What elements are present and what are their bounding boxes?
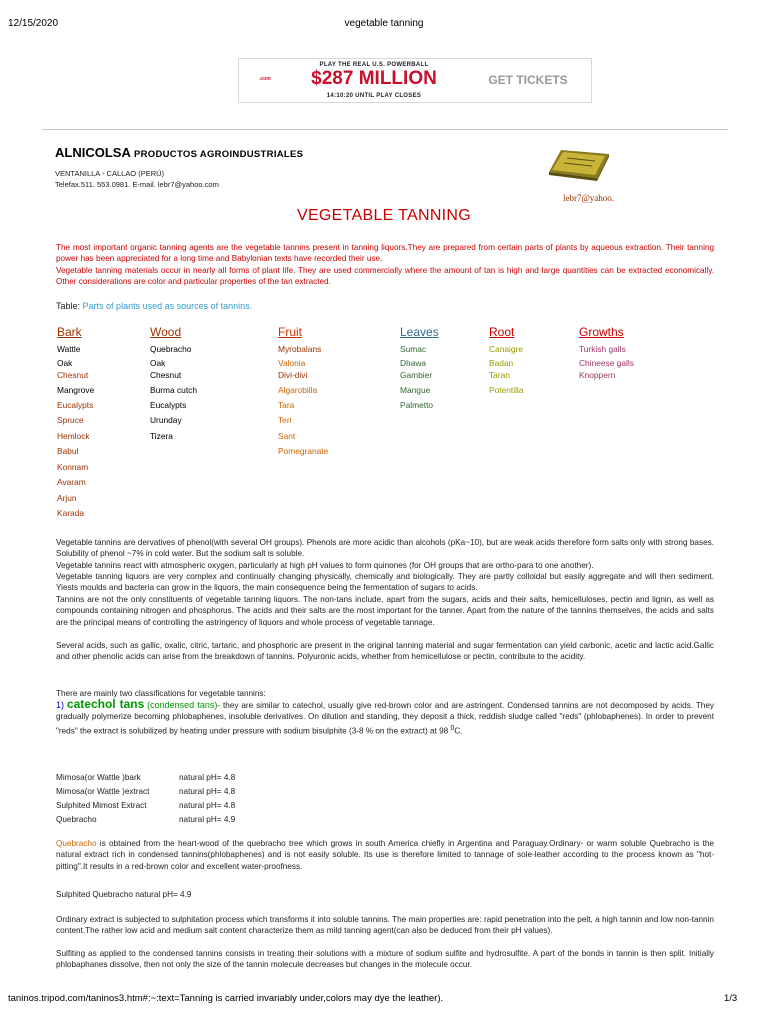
list-item: Valonia xyxy=(278,358,306,368)
quebracho-lead: Quebracho xyxy=(56,839,97,848)
list-item: Avaram xyxy=(57,477,86,487)
company-name xyxy=(55,145,303,160)
catechol-deg: 0 xyxy=(450,724,455,732)
ph-row-name: Quebracho xyxy=(56,815,97,824)
column-header-root: Root xyxy=(489,325,515,339)
ph-row-value: natural pH= 4.8 xyxy=(179,787,236,796)
body-paragraph: Vegetable tanning liquors are very complex and continually changing physically, chemically and biologically. They are partly colloidal but easily aggregate and will then sediment. Yiests moulds and bacteria can grow in the liquors, the main consequence being the fermentation of sugars to acids. xyxy=(56,572,714,593)
intro-paragraph-1: The most important organic tanning agents are the vegetable tannins present in tanning liquors.They are prepared from certain parts of plants by aqueous extraction. Their tanning power has been appreciated for a long time and Babylonian texts have recorded their use. xyxy=(56,243,714,264)
ph-row-name: Mimosa(or Wattle )extract xyxy=(56,787,150,796)
ph-row-value: natural pH= 4.8 xyxy=(179,801,236,810)
body-paragraph: Tannins are not the only constituents of vegetable tanning liquors. The non-tans include, apart from the sugars, acids and their salts, hemicelluloses, pectin and lignin, as well as compounds containing nitrogen and phosphorus. The acids and their salts are the most important for the tanner. Apart from the nature of the tannins themselves, the acids and salts are the principal means of controlling the astringency of liquors and whole process of vegetable tannage. xyxy=(56,595,714,627)
list-item: Sumac xyxy=(400,344,427,354)
list-item: Palmetto xyxy=(400,400,434,410)
list-item: Burma cutch xyxy=(150,385,198,395)
list-item: Tizera xyxy=(150,431,173,441)
list-item: Konnam xyxy=(57,462,89,472)
company-address: VENTANILLA - CALLAO (PERÚ) xyxy=(55,169,165,178)
list-item: Oak xyxy=(150,358,166,368)
list-item: Mangue xyxy=(400,385,431,395)
list-item: Quebracho xyxy=(150,344,192,354)
footer-url: taninos.tripod.com/taninos3.htm#:~:text=Tanning is carried invariably under,colors may dye the leather). xyxy=(8,993,444,1004)
list-item: Arjun xyxy=(57,493,77,503)
quebracho-paragraph xyxy=(56,838,714,872)
company-contact: Telefax.511. 553.0981. E-mail. lebr7@yahoo.com xyxy=(55,180,219,189)
list-item: Divi-divi xyxy=(278,370,308,380)
list-item: Gambier xyxy=(400,370,433,380)
list-item: Urunday xyxy=(150,415,182,425)
quebracho-text: is obtained from the heart-wood of the quebracho tree which grows in south America chiefly in Argentina and Paraguay.Ordinary- or warm soluble Quebracho is the natural extract rich in condensed tannins(phlobaphenes) and is not easily soluble. Its use is therefore limited to tannage of sole-leather according to the process known as "hot-pitting".It results in a red-brown color and excellent water-proofness. xyxy=(56,839,714,871)
table-caption xyxy=(56,301,252,311)
sulphited-quebracho: Sulphited Quebracho natural pH= 4.9 xyxy=(56,890,192,899)
list-item: Myrobalans xyxy=(278,344,322,354)
intro-paragraph-2: Vegetable tanning materials occur in nearly all forms of plant life. They are used commercially where the amount of tan is high and large quantities can be extracted economically. Other considerations are color and particular properties of the tan extracted. xyxy=(56,266,714,287)
powerball-ad[interactable] xyxy=(238,58,592,103)
list-item: Spruce xyxy=(57,415,84,425)
catechol-text: - they are similar to catechol, usually give red-brown color and are astringent. Condensed tannins are not decomposed by acids. They gradually polymerize becoming phlobaphenes, insoluble derivatives. On dilution and standing, they deposit a thick, reddish sludge called "reds" (phlobaphenes). In order to prevent "reds" the extract is solubilized by heating under pressure with sodium bisulphite (3-8 % on the extract) at 98 xyxy=(56,701,714,736)
list-item: Potentilla xyxy=(489,385,524,395)
list-item: Chineese galls xyxy=(579,358,634,368)
column-header-wood: Wood xyxy=(150,325,182,339)
list-item: Tara xyxy=(278,400,295,410)
list-item: Wattle xyxy=(57,344,81,354)
body-paragraph: Several acids, such as gallic, oxalic, citric, tartaric, and phosphoric are present in the original tanning material and sugar fermentation can yield carbonic, acetic and lactic acid.Gallic and other phenolic acids can arise from the breakdown of tannins. Polyuronic acids, whether from hemicellulose or pectin, contribute to the acidity. xyxy=(56,641,714,662)
column-header-leaves: Leaves xyxy=(400,325,439,339)
ad-top-text: PLAY THE REAL U.S. POWERBALL xyxy=(319,62,429,68)
table-caption-prefix: Table: xyxy=(56,301,81,311)
list-item: Chesnut xyxy=(150,370,182,380)
list-item: Teri xyxy=(278,415,292,425)
get-tickets-button[interactable]: GET TICKETS xyxy=(488,73,568,87)
catechol-name: catechol tans xyxy=(66,697,145,711)
list-item: Pomegranate xyxy=(278,446,329,456)
catechol-unit: C. xyxy=(454,726,463,736)
table-caption-text: Parts of plants used as sources of tannins. xyxy=(82,301,253,311)
final-paragraph: Ordinary extract is subjected to sulphitation process which transforms it into soluble tannins. The main properties are: rapid penetration into the pelt, a high tannin and low non-tannin content.The rather low acid and medium salt content characterize them as mild tanning agent(can also be deduced from their pH values). xyxy=(56,915,714,936)
catechol-paragraph xyxy=(56,699,714,737)
print-title: vegetable tanning xyxy=(344,18,424,29)
print-date: 12/15/2020 xyxy=(8,18,59,29)
column-header-growths: Growths xyxy=(579,325,624,339)
company-name-text: ALNICOLSA xyxy=(55,145,131,160)
footer-page: 1/3 xyxy=(724,993,738,1004)
body-paragraph: Vegetable tannins are dervatives of phenol(with several OH groups). Phenols are more acidic than alcohols (pKa~10), but are weak acids therefore form salts only with strong bases. Solubility of phenol ~7% in cold water. But the sodium salt is soluble. xyxy=(56,538,714,559)
book-icon xyxy=(547,148,611,182)
body-paragraph: Vegetable tannins react with atmospheric oxygen, particularly at high pH values to form quinones (for OH groups that are ortho-para to one another). xyxy=(56,561,594,570)
catechol-number: 1) xyxy=(56,700,65,710)
classification-intro: There are mainly two classifications for vegetable tannins: xyxy=(56,689,266,698)
list-item: Babul xyxy=(57,446,79,456)
column-header-bark: Bark xyxy=(57,325,82,339)
list-item: Hemlock xyxy=(57,431,90,441)
company-subtitle: PRODUCTOS AGROINDUSTRIALES xyxy=(133,149,304,160)
list-item: Badan xyxy=(489,358,514,368)
list-item: Karada xyxy=(57,508,85,518)
list-item: Taran xyxy=(489,370,510,380)
list-item: Eucalypts xyxy=(57,400,94,410)
list-item: Eucalypts xyxy=(150,400,187,410)
ph-row-name: Sulphited Mimost Extract xyxy=(56,801,147,810)
ad-timer: 14:10:20 UNTIL PLAY CLOSES xyxy=(326,93,422,99)
list-item: Sant xyxy=(278,431,296,441)
catechol-paren: (condensed tans) xyxy=(147,700,218,710)
list-item: Knoppern xyxy=(579,370,616,380)
ph-row-value: natural pH= 4.8 xyxy=(179,773,236,782)
ph-row-name: Mimosa(or Wattle )bark xyxy=(56,773,141,782)
list-item: Oak xyxy=(57,358,73,368)
ad-badge: .com xyxy=(259,76,271,82)
page-title: VEGETABLE TANNING xyxy=(296,207,472,224)
ad-amount: $287 MILLION xyxy=(311,68,437,89)
list-item: Mangrove xyxy=(57,385,95,395)
list-item: Canaigre xyxy=(489,344,523,354)
list-item: Chesnut xyxy=(57,370,89,380)
column-header-fruit: Fruit xyxy=(278,325,302,339)
list-item: Algarobilla xyxy=(278,385,318,395)
divider xyxy=(42,129,728,130)
list-item: Dhawa xyxy=(400,358,427,368)
email-link[interactable]: lebr7@yahoo. xyxy=(563,193,615,203)
final-paragraph: Sulfiting as applied to the condensed tannins consists in treating their solutions with a mixture of sodium sulfite and hydrosulfite. A part of the bonds in tannin is then split. Initially phlobaphanes dissolve, then not only the size of the tannin molecule decreases but changes in the molecule occur. xyxy=(56,949,714,970)
list-item: Turkish galls xyxy=(579,344,626,354)
ph-row-value: natural pH= 4.9 xyxy=(179,815,236,824)
